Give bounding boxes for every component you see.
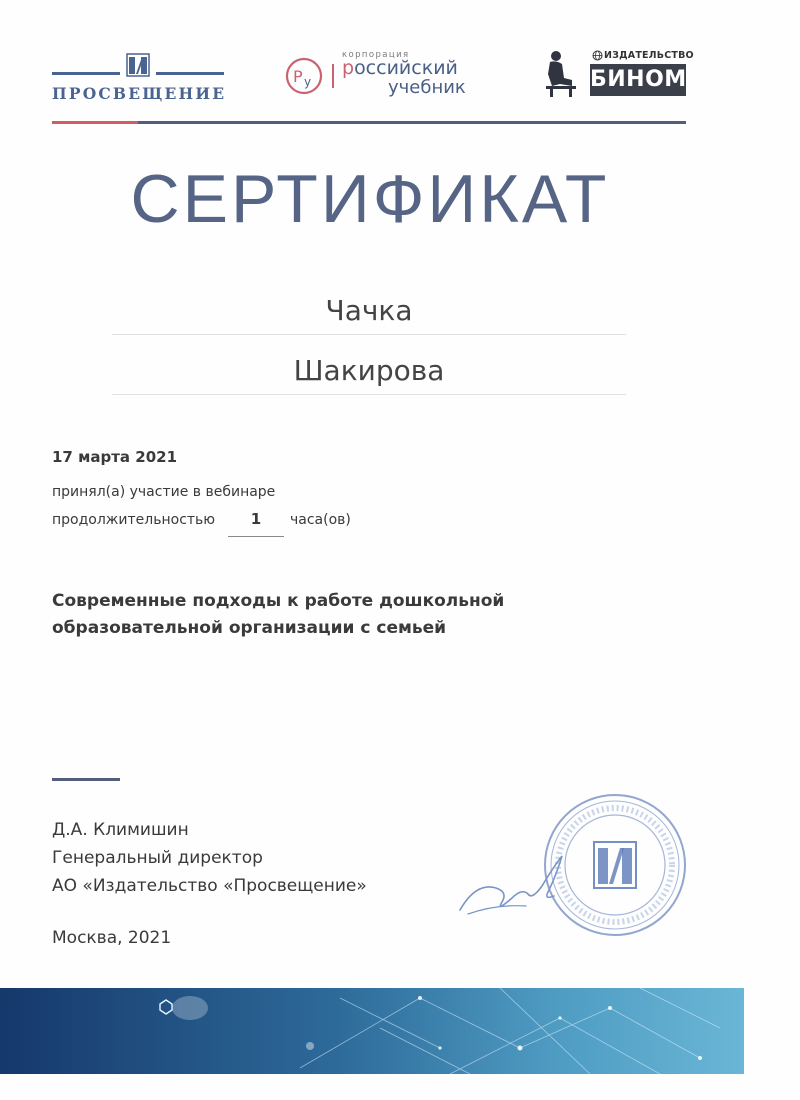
ru-logo-first-letter: р — [342, 57, 355, 79]
signer-name: Д.А. Климишин — [52, 820, 189, 840]
certificate-title: СЕРТИФИКАТ — [130, 161, 610, 237]
prosveshchenie-wordmark: ПРОСВЕЩЕНИЕ — [52, 84, 227, 103]
signer-organization: АО «Издательство «Просвещение» — [52, 876, 367, 896]
name-rule-1 — [112, 334, 626, 335]
hours-unit: часа(ов) — [290, 512, 351, 528]
svg-text:y: y — [304, 75, 312, 89]
recipient-first-name: Чачка — [325, 294, 413, 327]
prosveshchenie-logo — [52, 52, 227, 103]
globe-icon — [592, 50, 603, 61]
signer-role: Генеральный директор — [52, 848, 263, 868]
ru-logo-rest: оссийский — [354, 57, 458, 79]
ru-circle-icon — [284, 56, 324, 96]
decorative-network-band — [0, 988, 744, 1074]
svg-text:P: P — [293, 67, 303, 86]
header-rule — [52, 121, 686, 124]
ru-logo-separator — [332, 64, 334, 88]
signature-rule — [52, 778, 120, 781]
ru-logo-corporation: корпорация — [342, 50, 410, 60]
binom-wordmark: БИНОМ — [590, 64, 686, 96]
duration-label: продолжительностью — [52, 512, 216, 528]
binom-publisher-label: ИЗДАТЕЛЬСТВО — [604, 50, 694, 61]
signature-icon — [456, 842, 586, 922]
hours-underline — [228, 536, 284, 537]
name-rule-2 — [112, 394, 626, 395]
header-rule-accent — [52, 121, 138, 124]
webinar-topic: Современные подходы к работе дошкольной образовательной организации с семьей — [52, 591, 505, 638]
hours-value: 1 — [250, 510, 262, 528]
russian-textbook-logo — [284, 48, 494, 100]
binom-logo — [542, 48, 694, 102]
ru-logo-line1 — [342, 58, 458, 78]
thinker-figure-icon — [542, 50, 582, 98]
webinar-date: 17 марта 2021 — [52, 448, 178, 466]
prosveshchenie-emblem-icon — [126, 52, 150, 78]
ru-logo-line2: учебник — [388, 77, 466, 98]
recipient-last-name: Шакирова — [293, 354, 445, 387]
participation-text: принял(а) участие в вебинаре — [52, 484, 276, 500]
city-year: Москва, 2021 — [52, 928, 172, 948]
